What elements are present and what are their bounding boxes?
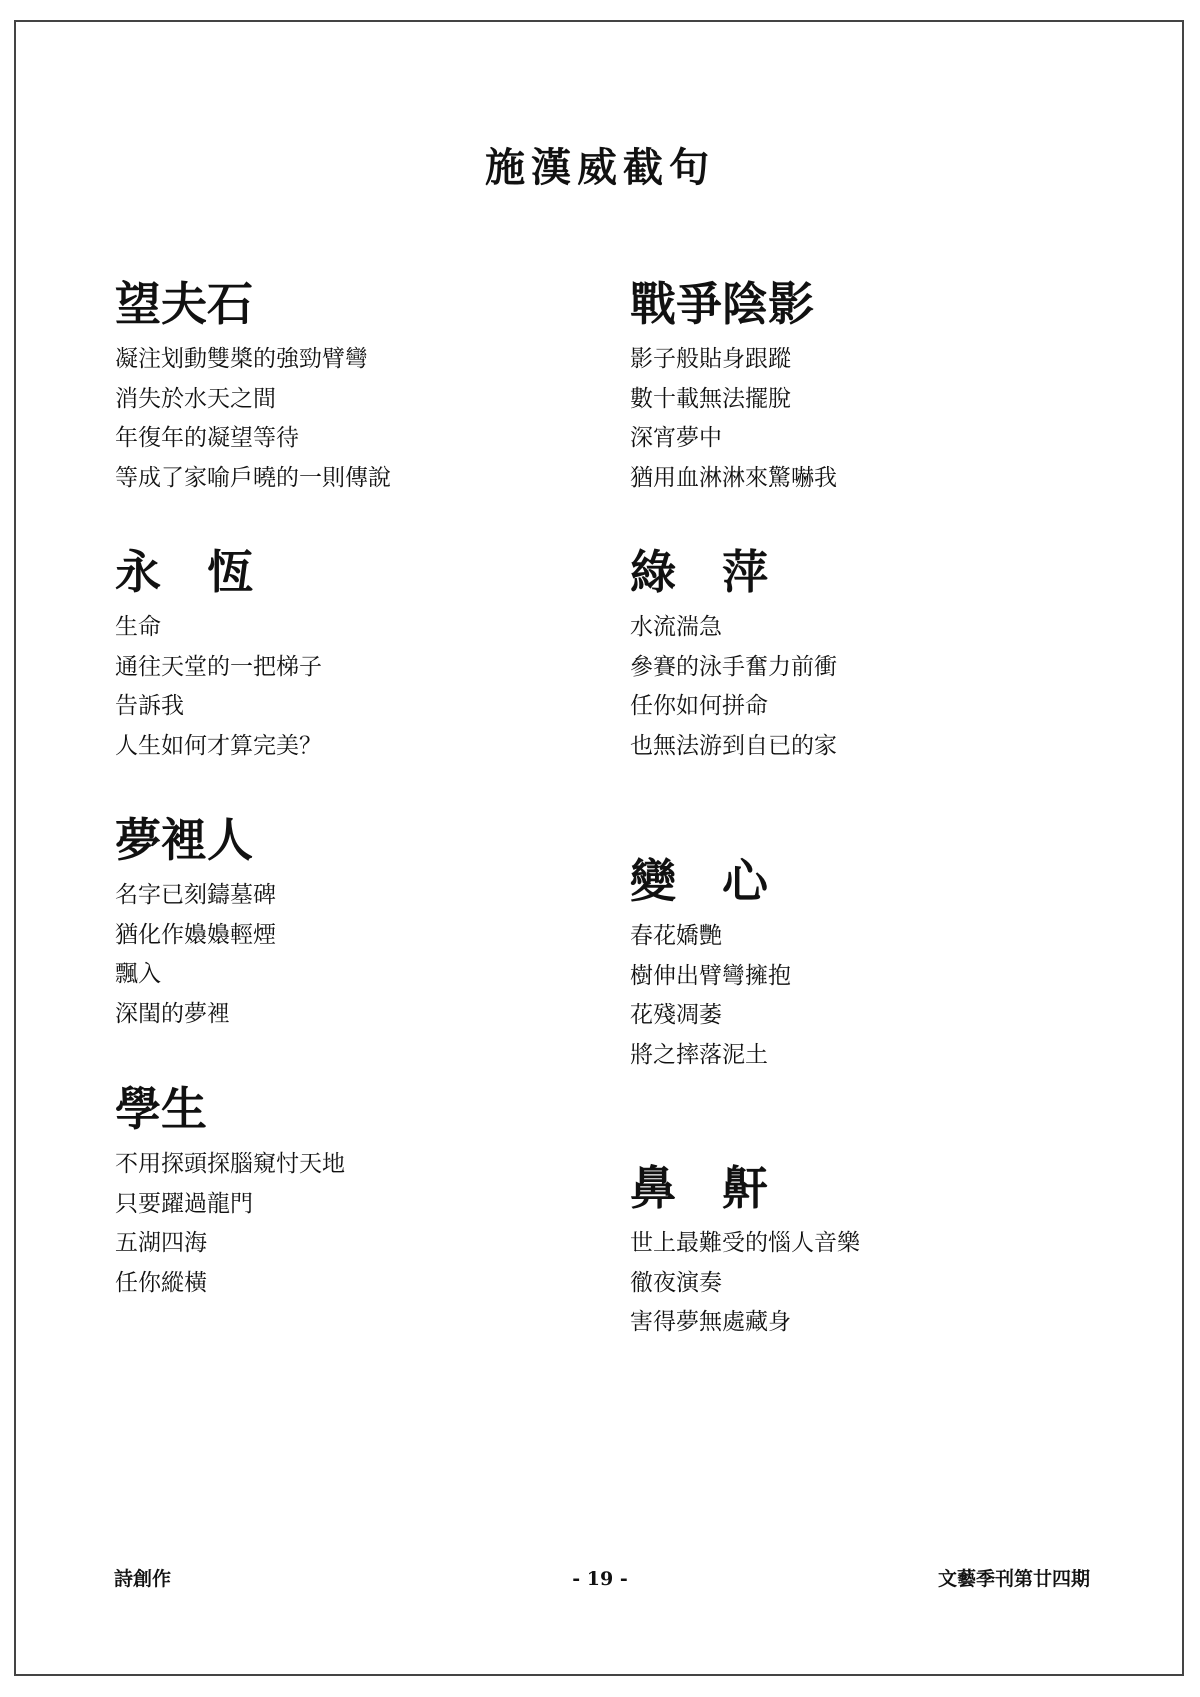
poem-line: 參賽的泳手奮力前衝 — [630, 653, 837, 680]
poem-line: 影子般貼身跟蹤 — [630, 346, 791, 372]
poem-line: 將之摔落泥土 — [630, 1041, 768, 1068]
poem-luping — [630, 544, 1090, 766]
poem-zhanzhengyinying — [630, 276, 1090, 498]
poem-line: 凝注划動雙槳的強勁臂彎 — [115, 346, 368, 372]
poem-line: 任你如何拼命 — [630, 693, 768, 719]
poem-title: 永 恆 — [115, 545, 253, 599]
poem-title: 變 心 — [630, 854, 768, 908]
poem-line: 消失於水天之間 — [115, 385, 276, 412]
poem-bianxin — [630, 853, 1090, 1075]
poem-line: 害得夢無處藏身 — [630, 1309, 791, 1335]
poem-yongheng — [115, 544, 575, 766]
poem-line: 也無法游到自已的家 — [630, 732, 837, 759]
poem-line: 人生如何才算完美？ — [115, 732, 322, 759]
poem-line: 飄入 — [115, 961, 161, 987]
poem-line: 只要躍過龍門 — [115, 1190, 253, 1217]
poem-bihan — [630, 1160, 1090, 1343]
footer-page-number: - 19 - — [572, 1568, 628, 1590]
poem-line: 不用探頭探腦窺忖天地 — [115, 1151, 345, 1177]
poem-line: 水流湍急 — [630, 614, 722, 640]
poem-xuesheng — [115, 1081, 575, 1303]
poem-title: 夢裡人 — [115, 813, 253, 867]
page-title: 施漢威截句 — [485, 144, 715, 191]
poem-line: 深閨的夢裡 — [115, 1000, 230, 1027]
poem-line: 深宵夢中 — [630, 425, 722, 451]
poem-line: 生命 — [115, 614, 161, 640]
poem-line: 猶化作嬝嬝輕煙 — [115, 921, 276, 948]
poem-line: 世上最難受的惱人音樂 — [630, 1230, 860, 1256]
poem-line: 春花嬌艷 — [630, 923, 722, 949]
poem-menglile — [115, 812, 575, 1034]
footer-publication: 文藝季刊第廿四期 — [937, 1568, 1090, 1590]
poem-line: 通往天堂的一把梯子 — [115, 653, 322, 680]
poem-title: 綠 萍 — [630, 545, 768, 599]
poem-title: 鼻 鼾 — [630, 1161, 768, 1215]
poem-title: 學生 — [115, 1082, 207, 1136]
poem-line: 花殘凋萎 — [630, 1002, 722, 1028]
poem-wangfushi — [115, 276, 575, 498]
poem-line: 年復年的凝望等待 — [115, 425, 299, 451]
poem-line: 名字已刻鑄墓碑 — [115, 882, 276, 908]
poem-line: 數十載無法擺脫 — [630, 385, 791, 412]
poem-line: 猶用血淋淋來驚嚇我 — [630, 464, 837, 491]
footer-section: 詩創作 — [114, 1568, 172, 1590]
poem-line: 等成了家喻戶曉的一則傳說 — [115, 464, 391, 491]
poem-line: 徹夜演奏 — [630, 1269, 722, 1296]
poem-title: 望夫石 — [115, 277, 253, 331]
poem-title: 戰爭陰影 — [630, 277, 814, 331]
poem-line: 五湖四海 — [115, 1230, 207, 1256]
poem-line: 任你縱橫 — [115, 1269, 207, 1296]
poem-line: 樹伸出臂彎擁抱 — [630, 962, 791, 989]
poem-line: 告訴我 — [115, 693, 184, 719]
